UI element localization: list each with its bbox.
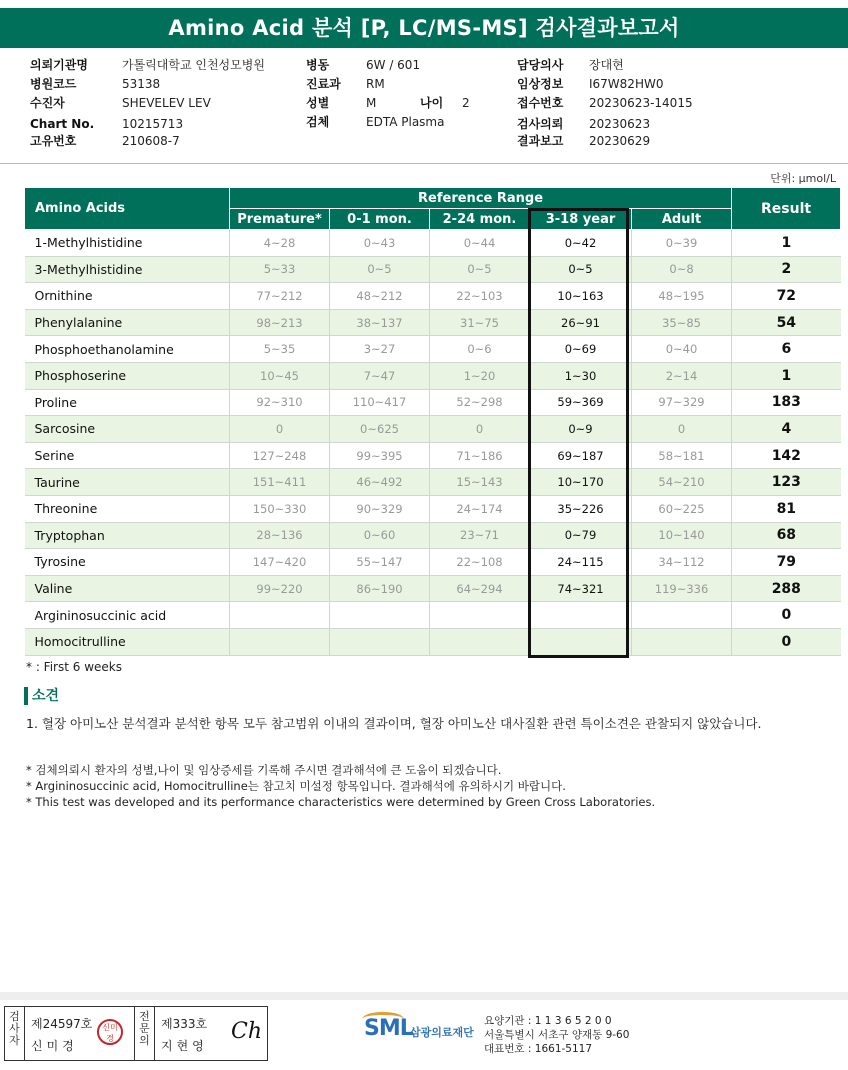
signature-box: [4, 1006, 268, 1061]
range-adult: 60~225: [632, 495, 732, 522]
range-3-18-year: [530, 602, 632, 629]
info-value: RM: [366, 77, 385, 91]
table-row: [25, 495, 841, 522]
amino-acid-name: 3-Methylhistidine: [25, 256, 230, 283]
range-adult: 119~336: [632, 575, 732, 602]
amino-acid-name: Valine: [25, 575, 230, 602]
amino-acid-name: Proline: [25, 389, 230, 416]
info-label: Chart No.: [30, 117, 95, 131]
result-value: 2: [732, 256, 841, 283]
amino-acid-name: Tryptophan: [25, 522, 230, 549]
range-0-1-mon: 0~43: [330, 230, 430, 257]
info-label: 진료과: [306, 77, 341, 91]
result-value: 183: [732, 389, 841, 416]
range-2-24-mon: 22~108: [430, 549, 530, 576]
org-info-line: 대표번호 : 1661-5117: [484, 1043, 593, 1055]
info-receipt-no: [517, 94, 693, 112]
amino-acid-name: Threonine: [25, 495, 230, 522]
range-0-1-mon: 48~212: [330, 283, 430, 310]
range-2-24-mon: 15~143: [430, 469, 530, 496]
range-adult: [632, 628, 732, 655]
range-3-18-year: 0~5: [530, 256, 632, 283]
result-value: 6: [732, 336, 841, 363]
amino-acid-name: Phosphoserine: [25, 362, 230, 389]
range-0-1-mon: 110~417: [330, 389, 430, 416]
range-3-18-year: 69~187: [530, 442, 632, 469]
table-row: [25, 602, 841, 629]
range-premature: 10~45: [230, 362, 330, 389]
table-row: [25, 336, 841, 363]
range-3-18-year: 0~79: [530, 522, 632, 549]
info-doctor: [517, 56, 624, 74]
header-premature: Premature*: [230, 209, 330, 230]
range-2-24-mon: [430, 602, 530, 629]
range-premature: 99~220: [230, 575, 330, 602]
range-premature: 5~33: [230, 256, 330, 283]
range-3-18-year: 59~369: [530, 389, 632, 416]
info-value: M: [366, 96, 377, 110]
table-row: [25, 628, 841, 655]
info-report-date: [517, 132, 651, 150]
header-amino-acids: Amino Acids: [25, 188, 230, 230]
info-value: 210608-7: [122, 134, 180, 148]
info-value: 20230623-14015: [589, 96, 693, 110]
table-row: [25, 309, 841, 336]
range-adult: 0~8: [632, 256, 732, 283]
range-premature: 151~411: [230, 469, 330, 496]
range-2-24-mon: 22~103: [430, 283, 530, 310]
range-2-24-mon: 0: [430, 416, 530, 443]
range-0-1-mon: 86~190: [330, 575, 430, 602]
info-value: 장대현: [589, 58, 624, 72]
range-premature: [230, 602, 330, 629]
range-adult: 0~40: [632, 336, 732, 363]
range-3-18-year: 0~9: [530, 416, 632, 443]
amino-acid-name: Taurine: [25, 469, 230, 496]
org-name: 삼광의료재단: [410, 1026, 474, 1039]
range-adult: 58~181: [632, 442, 732, 469]
range-3-18-year: 35~226: [530, 495, 632, 522]
range-2-24-mon: 23~71: [430, 522, 530, 549]
info-age-value: 2: [462, 96, 470, 110]
info-value: 20230623: [589, 117, 651, 131]
info-specimen: [306, 113, 445, 131]
range-0-1-mon: 90~329: [330, 495, 430, 522]
table-row: [25, 362, 841, 389]
patient-info: [0, 56, 848, 156]
result-value: 54: [732, 309, 841, 336]
info-hospital-code: [30, 75, 161, 93]
range-3-18-year: 0~69: [530, 336, 632, 363]
amino-acid-name: Phosphoethanolamine: [25, 336, 230, 363]
amino-acid-name: Phenylalanine: [25, 309, 230, 336]
range-2-24-mon: 0~5: [430, 256, 530, 283]
header-divider: [0, 163, 848, 164]
range-2-24-mon: 1~20: [430, 362, 530, 389]
amino-acid-name: Ornithine: [25, 283, 230, 310]
info-age-label: 나이: [420, 96, 444, 110]
info-label: 검체: [306, 115, 330, 129]
range-3-18-year: [530, 628, 632, 655]
range-2-24-mon: 64~294: [430, 575, 530, 602]
table-row: [25, 575, 841, 602]
range-premature: 92~310: [230, 389, 330, 416]
range-adult: 2~14: [632, 362, 732, 389]
tester-label: 검사자: [5, 1007, 25, 1060]
range-premature: 147~420: [230, 549, 330, 576]
result-value: 0: [732, 602, 841, 629]
org-info-line: 요양기관 : 1 1 3 6 5 2 0 0: [484, 1015, 612, 1027]
range-adult: [632, 602, 732, 629]
note-item: * 검체의뢰시 환자의 성별,나이 및 임상증세를 기록해 주시면 결과해석에 큰 도움이 되겠습니다.: [26, 763, 502, 777]
table-row: [25, 256, 841, 283]
range-adult: 35~85: [632, 309, 732, 336]
range-adult: 10~140: [632, 522, 732, 549]
info-label: 병원코드: [30, 77, 77, 91]
range-3-18-year: 10~170: [530, 469, 632, 496]
info-value: 20230629: [589, 134, 651, 148]
report-title: Amino Acid 분석 [P, LC/MS-MS] 검사결과보고서: [0, 8, 848, 48]
range-0-1-mon: 3~27: [330, 336, 430, 363]
range-premature: [230, 628, 330, 655]
table-row: [25, 389, 841, 416]
range-2-24-mon: 31~75: [430, 309, 530, 336]
result-value: 1: [732, 230, 841, 257]
org-info: [484, 1014, 629, 1056]
info-value: 가톨릭대학교 인천성모병원: [122, 58, 265, 72]
info-label: 결과보고: [517, 134, 564, 148]
range-0-1-mon: [330, 602, 430, 629]
table-row: [25, 283, 841, 310]
range-premature: 150~330: [230, 495, 330, 522]
range-2-24-mon: [430, 628, 530, 655]
range-0-1-mon: 0~625: [330, 416, 430, 443]
table-row: [25, 522, 841, 549]
result-value: 288: [732, 575, 841, 602]
header-2-24-mon: 2-24 mon.: [430, 209, 530, 230]
result-value: 68: [732, 522, 841, 549]
info-label: 의뢰기관명: [30, 58, 88, 72]
info-hospital: [30, 56, 265, 74]
note-item: * This test was developed and its performance characteristics were determined by Green Cross Laboratories.: [26, 795, 656, 809]
range-3-18-year: 74~321: [530, 575, 632, 602]
notes: [26, 762, 655, 810]
table-row: [25, 549, 841, 576]
doctor-license-no: 제333호: [161, 1017, 208, 1031]
result-value: 72: [732, 283, 841, 310]
header-reference-range: Reference Range: [230, 188, 732, 209]
range-adult: 0~39: [632, 230, 732, 257]
table-row: [25, 416, 841, 443]
amino-acid-name: Serine: [25, 442, 230, 469]
amino-acid-table: [24, 187, 841, 656]
range-0-1-mon: 38~137: [330, 309, 430, 336]
range-2-24-mon: 52~298: [430, 389, 530, 416]
info-label: 담당의사: [517, 58, 564, 72]
premature-footnote: * : First 6 weeks: [26, 660, 122, 674]
range-adult: 54~210: [632, 469, 732, 496]
range-adult: 97~329: [632, 389, 732, 416]
range-0-1-mon: 99~395: [330, 442, 430, 469]
header-result: Result: [732, 188, 841, 230]
info-patient: [30, 94, 211, 112]
info-label: 임상정보: [517, 77, 564, 91]
range-2-24-mon: 0~44: [430, 230, 530, 257]
range-2-24-mon: 24~174: [430, 495, 530, 522]
amino-acid-name: Tyrosine: [25, 549, 230, 576]
info-label: 수진자: [30, 96, 65, 110]
range-0-1-mon: 7~47: [330, 362, 430, 389]
result-value: 142: [732, 442, 841, 469]
tester-name: 신미경: [31, 1039, 78, 1053]
range-premature: 0: [230, 416, 330, 443]
note-item: * Argininosuccinic acid, Homocitrulline는 참고치 미설정 항목입니다. 결과해석에 유의하시기 바랍니다.: [26, 779, 566, 793]
tester-cell: [25, 1007, 135, 1060]
table-row: [25, 469, 841, 496]
info-clinical: [517, 75, 664, 93]
range-premature: 28~136: [230, 522, 330, 549]
info-sex: [306, 94, 496, 112]
range-3-18-year: 26~91: [530, 309, 632, 336]
info-label: 병동: [306, 58, 330, 72]
amino-acid-name: Homocitrulline: [25, 628, 230, 655]
range-3-18-year: 10~163: [530, 283, 632, 310]
header-3-18-year: 3-18 year: [530, 209, 632, 230]
doctor-name: 지현영: [161, 1039, 208, 1053]
range-premature: 127~248: [230, 442, 330, 469]
doctor-signature: Ch: [231, 1019, 263, 1044]
range-3-18-year: 0~42: [530, 230, 632, 257]
range-0-1-mon: 46~492: [330, 469, 430, 496]
amino-acid-name: 1-Methylhistidine: [25, 230, 230, 257]
info-value: SHEVELEV LEV: [122, 96, 211, 110]
info-value: 6W / 601: [366, 58, 421, 72]
info-label: 접수번호: [517, 96, 564, 110]
range-premature: 98~213: [230, 309, 330, 336]
org-info-line: 서울특별시 서초구 양재동 9-60: [484, 1029, 630, 1041]
header-0-1-mon: 0-1 mon.: [330, 209, 430, 230]
logo-text: SML: [364, 1016, 413, 1041]
info-chart-no: [30, 115, 184, 133]
range-premature: 4~28: [230, 230, 330, 257]
findings-marker: [24, 687, 28, 705]
table-row: [25, 442, 841, 469]
result-value: 0: [732, 628, 841, 655]
tester-license-no: 제24597호: [31, 1017, 93, 1031]
info-department: [306, 75, 385, 93]
range-3-18-year: 24~115: [530, 549, 632, 576]
result-value: 1: [732, 362, 841, 389]
header-adult: Adult: [632, 209, 732, 230]
info-label: 검사의뢰: [517, 117, 564, 131]
result-value: 123: [732, 469, 841, 496]
range-0-1-mon: 55~147: [330, 549, 430, 576]
result-value: 79: [732, 549, 841, 576]
range-2-24-mon: 71~186: [430, 442, 530, 469]
info-label: 고유번호: [30, 134, 77, 148]
info-value: I67W82HW0: [589, 77, 664, 91]
unit-label: 단위: μmol/L: [770, 172, 836, 185]
result-value: 81: [732, 495, 841, 522]
findings-text: 1. 혈장 아미노산 분석결과 분석한 항목 모두 참고범위 이내의 결과이며, 혈장 아미노산 대사질환 관련 특이소견은 관찰되지 않았습니다.: [26, 716, 762, 731]
range-0-1-mon: 0~5: [330, 256, 430, 283]
footer-band: [0, 992, 848, 1000]
amino-acid-name: Argininosuccinic acid: [25, 602, 230, 629]
info-value: EDTA Plasma: [366, 115, 445, 129]
range-premature: 77~212: [230, 283, 330, 310]
info-label: 성별: [306, 96, 330, 110]
doctor-label: 전문의: [135, 1007, 155, 1060]
info-ward: [306, 56, 421, 74]
info-request-date: [517, 115, 651, 133]
result-value: 4: [732, 416, 841, 443]
range-adult: 34~112: [632, 549, 732, 576]
range-0-1-mon: [330, 628, 430, 655]
info-value: 53138: [122, 77, 161, 91]
range-3-18-year: 1~30: [530, 362, 632, 389]
info-unique-no: [30, 132, 180, 150]
tester-seal: 신미경: [97, 1019, 123, 1045]
range-adult: 0: [632, 416, 732, 443]
amino-acid-name: Sarcosine: [25, 416, 230, 443]
table-row: [25, 230, 841, 257]
range-premature: 5~35: [230, 336, 330, 363]
doctor-cell: [155, 1007, 267, 1060]
findings-title: 소견: [32, 688, 60, 704]
info-value: 10215713: [122, 117, 184, 131]
range-2-24-mon: 0~6: [430, 336, 530, 363]
range-0-1-mon: 0~60: [330, 522, 430, 549]
range-adult: 48~195: [632, 283, 732, 310]
